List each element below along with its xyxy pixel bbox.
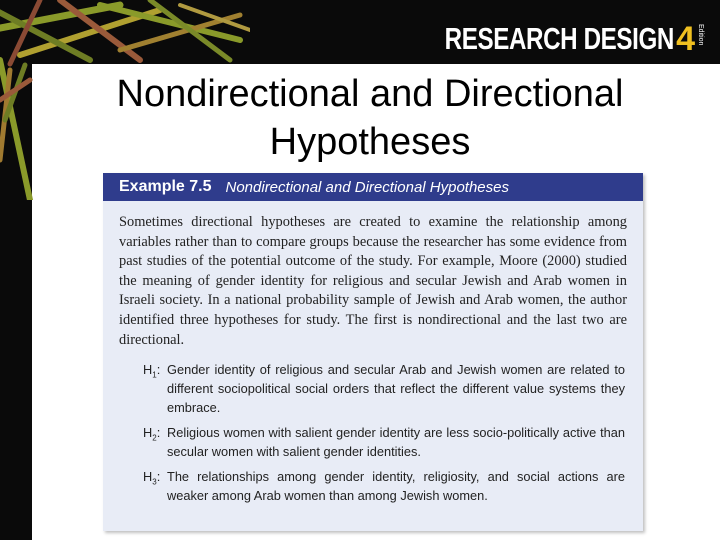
hypothesis-1 [143,360,625,417]
hypothesis-2 [143,423,625,461]
slide-title-line2: Hypotheses [269,121,471,163]
slide-title-line1: Nondirectional and Directional [116,73,624,115]
example-title: Nondirectional and Directional Hypotheses [225,178,509,196]
hypothesis-label: $H_3$: [143,469,161,487]
hypothesis-label: $H_1$: [143,362,161,380]
brand-edition-label: Edition [697,24,704,46]
example-header [103,173,643,201]
brand-edition-number: 4 [676,20,695,58]
example-box [103,173,643,531]
slide-title [60,70,680,166]
example-number: Example 7.5 [119,178,212,195]
hypothesis-text: The relationships among gender identity, religiosity, and social actions are weaker among Arab women than among Jewish women. [167,469,625,504]
brand-name: RESEARCH DESIGN [444,21,675,56]
hypothesis-3 [143,467,625,505]
example-paragraph: Sometimes directional hypotheses are created to examine the relationship among variables rather than to compare groups because the researcher has some evidence from past studies of the potential outcome of the study. For example, Moore (2000) studied the meaning of gender identity for religious and secular Jewish and Arab women in Israeli society. In a national probability sample of Jewish and Arab women, the author identified three hypotheses for study. The first is nondirectional and the last two are directional. [119,214,627,348]
hypothesis-text: Gender identity of religious and secular Arab and Jewish women are related to different sociopolitical social orders that reflect the different value systems they embrace. [167,362,625,416]
hypothesis-text: Religious women with salient gender identity are less socio-politically active than secular women with salient gender identities. [167,425,625,460]
hypothesis-label: $H_2$: [143,425,161,443]
brand-logo [380,22,704,62]
